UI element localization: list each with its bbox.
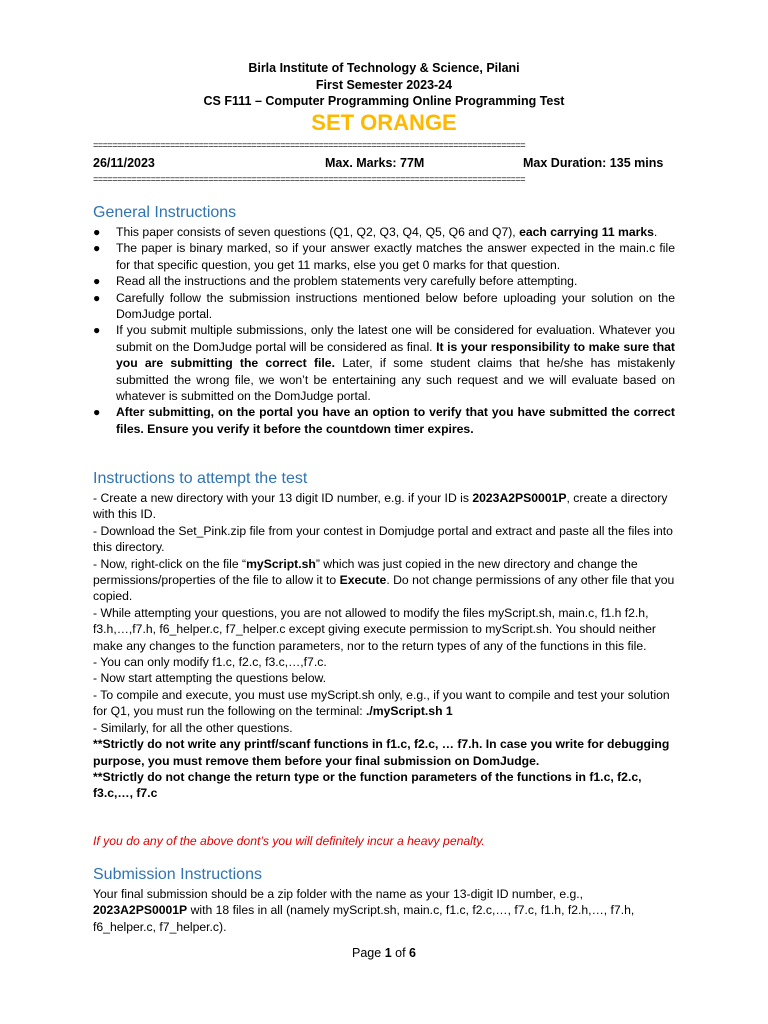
set-title: SET ORANGE xyxy=(311,110,457,135)
list-item: ● This paper consists of seven questions (Q1, Q2, Q3, Q4, Q5, Q6 and Q7), each carrying 11 marks. xyxy=(93,225,658,239)
divider-top: ========================================================================================== xyxy=(93,141,526,151)
list-item: ● If you submit multiple submissions, only the latest one will be considered for evaluation. Whatever you submit on the DomJudge portal will be considered as final. It is your responsibility to make sure that you are submitting the correct file. Later, if some student claims that he/she has mistakenly submitted the wrong file, we won’t be entertaining any such request and we will evaluate based on whatever is submitted on the DomJudge portal. xyxy=(93,323,676,404)
max-duration: Max Duration: 135 mins xyxy=(523,156,664,170)
instruction-line: - Now, right-click on the file “myScript.sh” which was just copied in the new directory and change the permissions/properties of the file to allow it to Execute. Do not change permissions of any other file that you copied. xyxy=(93,556,675,604)
attempt-instructions-body xyxy=(93,490,675,802)
institute-name: Birla Institute of Technology & Science, Pilani xyxy=(248,61,520,75)
instruction-line: **Strictly do not write any printf/scanf functions in f1.c, f2.c, … f7.h. In case you write for debugging purpose, you must remove them before your final submission on DomJudge. xyxy=(93,737,670,768)
divider-bottom: ========================================================================================== xyxy=(93,175,526,185)
course-title: CS F111 – Computer Programming Online Programming Test xyxy=(203,94,565,108)
bullet-icon: ● xyxy=(93,405,101,420)
penalty-warning: If you do any of the above dont’s you will definitely incur a heavy penalty. xyxy=(93,834,485,848)
instruction-line: **Strictly do not change the return type or the function parameters of the functions in f1.c, f2.c, f3.c,…, f7.c xyxy=(93,769,642,801)
general-instructions-list xyxy=(93,224,675,437)
instruction-line: - While attempting your questions, you are not allowed to modify the files myScript.sh, main.c, f1.h f2.h, f3.h,…,f7.h, f6_helper.c, f7_helper.c except giving execute permission to myScript.sh. You should neither make any changes to the function parameters, nor to the return types of any of the functions in this file. xyxy=(93,605,656,653)
list-item: ● Carefully follow the submission instructions mentioned below before uploading your solution on the DomJudge portal. xyxy=(93,290,675,322)
exam-date: 26/11/2023 xyxy=(93,156,155,170)
bullet-icon: ● xyxy=(93,290,101,305)
bullet-icon: ● xyxy=(93,225,101,239)
semester-line: First Semester 2023-24 xyxy=(315,78,453,92)
instruction-line: - Create a new directory with your 13 digit ID number, e.g. if your ID is 2023A2PS0001P, create a directory with this ID. xyxy=(93,491,668,522)
instruction-line: - To compile and execute, you must use myScript.sh only, e.g., if you want to compile and test your solution for Q1, you must run the following on the terminal: ./myScript.sh 1 xyxy=(93,687,670,719)
bullet-icon: ● xyxy=(93,241,101,256)
attempt-instructions-heading: Instructions to attempt the test xyxy=(93,470,308,487)
submission-instructions-heading: Submission Instructions xyxy=(93,866,262,883)
list-item: ● The paper is binary marked, so if your answer exactly matches the answer expected in the main.c file for that specific question, you get 11 marks, else you get 0 marks for that question. xyxy=(93,241,675,272)
page-number: Page 1 of 6 xyxy=(352,946,416,960)
instruction-line: - Now start attempting the questions below. xyxy=(93,671,327,686)
submission-instructions-body: Your final submission should be a zip folder with the name as your 13-digit ID number, e.g., 2023A2PS0001P with 18 files in all (namely myScript.sh, main.c, f1.c, f2.c,…, f7.c, f1.h, f2.h,…, f7.h, f6_helper.c, f7_helper.c). xyxy=(93,887,635,934)
list-item: ● After submitting, on the portal you have an option to verify that you have submitted the correct files. Ensure you verify it before the countdown timer expires. xyxy=(93,405,675,436)
list-item: ● Read all the instructions and the problem statements very carefully before attempting. xyxy=(93,274,578,289)
instruction-line: - You can only modify f1.c, f2.c, f3.c,…,f7.c. xyxy=(93,655,327,670)
instruction-line: - Similarly, for all the other questions. xyxy=(93,720,293,735)
bullet-icon: ● xyxy=(93,274,101,289)
bullet-icon: ● xyxy=(93,323,101,338)
instruction-line: - Download the Set_Pink.zip file from your contest in Domjudge portal and extract and paste all the files into this directory. xyxy=(93,523,673,555)
max-marks: Max. Marks: 77M xyxy=(325,156,425,170)
general-instructions-heading: General Instructions xyxy=(93,204,237,221)
